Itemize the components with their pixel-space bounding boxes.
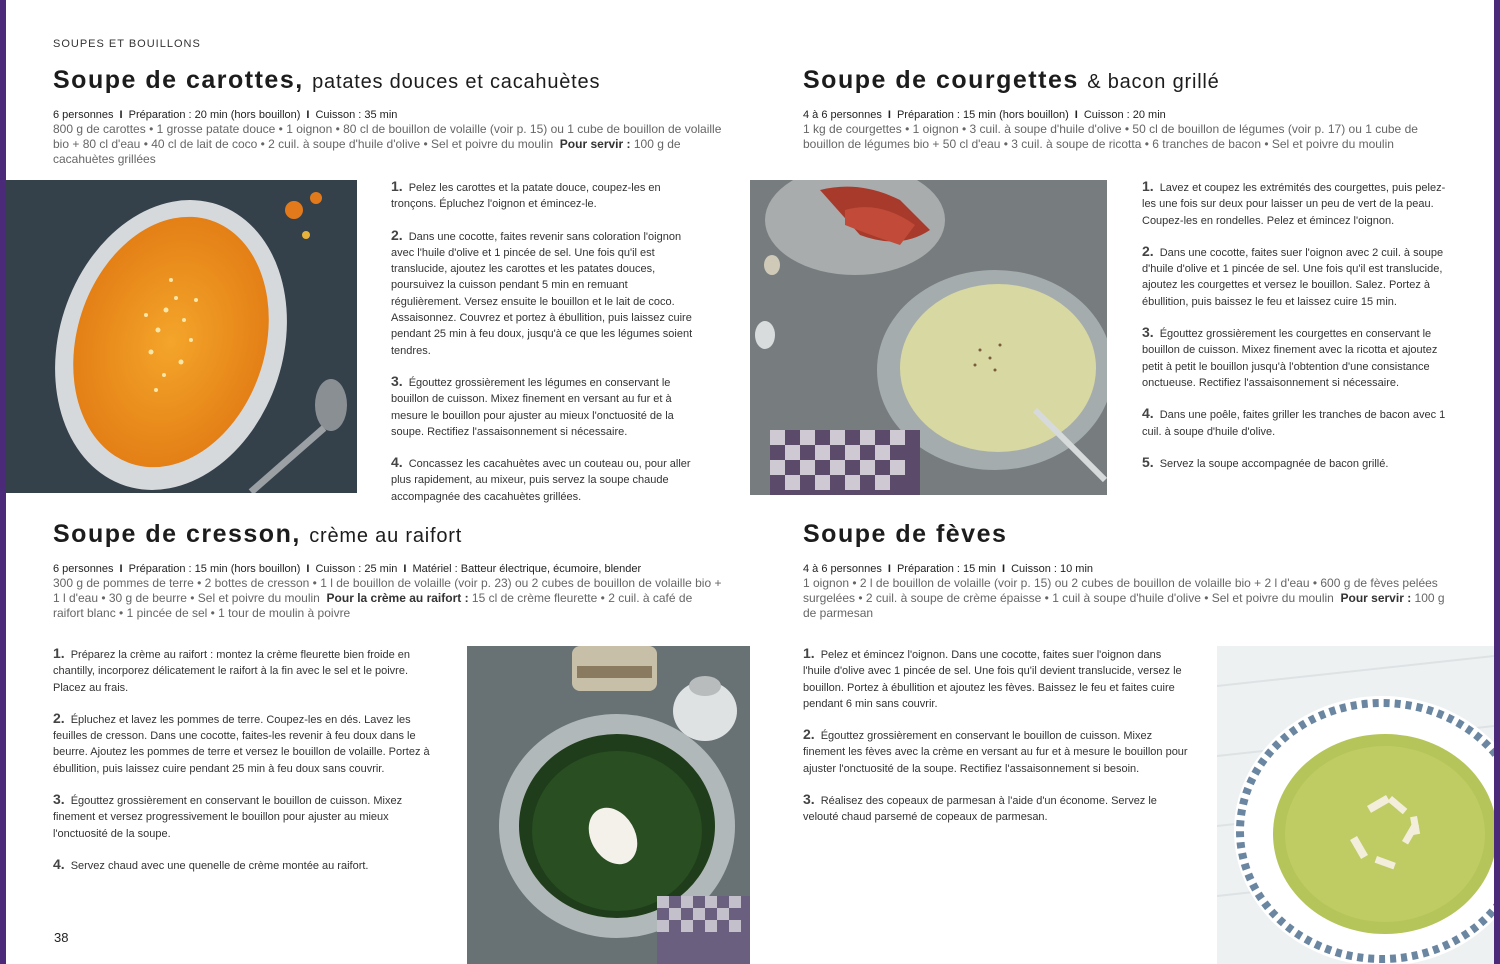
- steps-feves: [803, 645, 1188, 840]
- recipe-courgettes: [803, 66, 1453, 152]
- recipe-meta: 4 à 6 personnes I Préparation : 15 min I Cuisson : 10 min: [803, 563, 1094, 575]
- steps-carottes: [391, 178, 696, 519]
- step: 5. Servez la soupe accompagnée de bacon grillé.: [1142, 453, 1389, 470]
- step: 2. Égouttez grossièrement en conservant le bouillon de cuisson. Mixez finement les fèves avec la crème en versant au fur et à mesure le bouillon pour ajuster l'onctuosité de la soupe. Rectifiez l'assaisonnement si besoin.: [803, 726, 1188, 775]
- step: 3. Égouttez grossièrement les courgettes en conservant le bouillon de cuisson. Mixez finement avec la ricotta et ajoutez petit à petit le bouillon jusqu'à l'obtention d'une consistance onctueuse. Rectifiez l'assaisonnement si nécessaire.: [1142, 324, 1438, 389]
- section-heading: SOUPES ET BOUILLONS: [53, 38, 201, 50]
- recipe-meta: 6 personnes I Préparation : 20 min (hors bouillon) I Cuisson : 35 min: [53, 109, 398, 121]
- ingredients: 1 kg de courgettes • 1 oignon • 3 cuil. à soupe d'huile d'olive • 50 cl de bouillon de légumes (voir p. 17) ou 1 cube de bouillon de légumes bio + 50 cl d'eau • 3 cuil. à soupe de ricotta • 6 tranches de bacon • Sel et poivre du moulin: [803, 122, 1418, 151]
- step: 3. Réalisez des copeaux de parmesan à l'aide d'un économe. Servez le velouté chaud parsemé de copeaux de parmesan.: [803, 791, 1157, 824]
- step: 4. Concassez les cacahuètes avec un couteau ou, pour aller plus rapidement, au mixeur, puis servez la soupe chaude accompagnée des cacahuètes grillées.: [391, 454, 691, 503]
- steps-courgettes: [1142, 178, 1447, 486]
- step: 4. Servez chaud avec une quenelle de crème montée au raifort.: [53, 855, 369, 872]
- step: 4. Dans une poêle, faites griller les tranches de bacon avec 1 cuil. à soupe d'huile d'olive.: [1142, 405, 1446, 438]
- recipe-title: Soupe de courgettes & bacon grillé: [803, 66, 1220, 94]
- step: 2. Épluchez et lavez les pommes de terre. Coupez-les en dés. Lavez les feuilles de cresson. Dans une cocotte, faites-les revenir à feu doux dans le beurre. Ajoutez les pommes de terre et versez le bouillon de volaille. Portez à ébullition, puis laissez cuire pendant 25 min à feu doux sans couvrir.: [53, 709, 430, 775]
- step: 3. Égouttez grossièrement en conservant le bouillon de cuisson. Mixez finement et versez progressivement le bouillon pour ajuster au mieux l'onctuosité de la soupe.: [53, 791, 403, 840]
- recipe-feves: [803, 520, 1448, 621]
- broad-bean-soup-photo: [1217, 646, 1494, 964]
- step: 3. Égouttez grossièrement les légumes en conservant le bouillon de cuisson. Mixez finement en versant au fur et à mesure le bouillon pour ajuster au mieux l'onctuosité de la soupe. Rectifiez l'assaisonnement si nécessaire.: [391, 372, 674, 438]
- step: 1. Pelez et émincez l'oignon. Dans une cocotte, faites suer l'oignon dans l'huile d'olive avec 1 pincée de sel. Une fois qu'il devient translucide, versez le bouillon. Portez à ébullition et ajoutez les fèves. Baissez le feu et faites cuire pendant 6 min sans couvrir.: [803, 645, 1182, 710]
- page-number: 38: [54, 930, 69, 945]
- ingredients: 1 oignon • 2 l de bouillon de volaille (voir p. 15) ou 2 cubes de bouillon de volaille bio + 2 l d'eau • 600 g de fèves pelées surgelées • 2 cuil. à soupe de crème épaisse • 1 cuil à soupe d'huile d'olive • Sel et poivre du moulin Pour servir : 100 g de parmesan: [803, 576, 1445, 620]
- recipe-carottes: [53, 66, 723, 167]
- step: 1. Préparez la crème au raifort : montez la crème fleurette bien froide en chantilly, incorporez délicatement le raifort à la fin avec le sel et le poivre. Placez au frais.: [53, 645, 411, 694]
- recipe-title: Soupe de cresson, crème au raifort: [53, 520, 463, 548]
- step: 2. Dans une cocotte, faites revenir sans coloration l'oignon avec l'huile d'olive et 1 pincée de sel. Une fois qu'il est translucide, ajoutez les carottes et les patates douces, poursuivez la cuisson pendant 5 min en remuant régulièrement. Versez ensuite le bouillon et le lait de coco. Assaisonnez. Couvrez et portez à ébullition, puis laissez cuire pendant 25 min à feu doux, jusqu'à ce que les légumes soient tendres.: [391, 226, 693, 357]
- step: 1. Lavez et coupez les extrémités des courgettes, puis pelez-les une fois sur deux pour laisser un peu de vert de la peau. Coupez-les en rondelles. Pelez et émincez l'oignon.: [1142, 178, 1446, 227]
- recipe-title: Soupe de fèves: [803, 520, 1008, 548]
- zucchini-soup-photo: [750, 180, 1107, 495]
- watercress-soup-photo: [467, 646, 750, 964]
- cookbook-spread: [6, 0, 1494, 964]
- steps-cresson: [53, 645, 438, 888]
- ingredients: 800 g de carottes • 1 grosse patate douce • 1 oignon • 80 cl de bouillon de volaille (voir p. 15) ou 1 cube de bouillon de volaille bio + 80 cl d'eau • 40 cl de lait de coco • 2 cuil. à soupe d'huile d'olive • Sel et poivre du moulin Pour servir : 100 g de cacahuètes grillées: [53, 122, 722, 166]
- recipe-meta: 4 à 6 personnes I Préparation : 15 min (hors bouillon) I Cuisson : 20 min: [803, 109, 1166, 121]
- recipe-title: Soupe de carottes, patates douces et cacahuètes: [53, 66, 601, 94]
- recipe-meta: 6 personnes I Préparation : 15 min (hors bouillon) I Cuisson : 25 min I Matériel : Batteur électrique, écumoire, blender: [53, 563, 642, 575]
- carrot-soup-photo: [6, 180, 357, 493]
- step: 2. Dans une cocotte, faites suer l'oignon avec 2 cuil. à soupe d'huile d'olive et 1 pincée de sel. Une fois qu'il est translucide, ajoutez les courgettes et versez le bouillon. Salez. Portez à ébullition, puis baissez le feu et laissez cuire 15 min.: [1142, 242, 1444, 308]
- step: 1. Pelez les carottes et la patate douce, coupez-les en tronçons. Épluchez l'oignon et émincez-le.: [391, 178, 661, 211]
- ingredients: 300 g de pommes de terre • 2 bottes de cresson • 1 l de bouillon de volaille (voir p. 23) ou 2 cubes de bouillon de volaille bio + 1 l d'eau • 30 g de beurre • Sel et poivre du moulin Pour la crème au raifort : 15 cl de crème fleurette • 2 cuil. à café de raifort blanc • 1 pincée de sel • 1 tour de moulin à poivre: [53, 576, 722, 620]
- recipe-cresson: [53, 520, 723, 621]
